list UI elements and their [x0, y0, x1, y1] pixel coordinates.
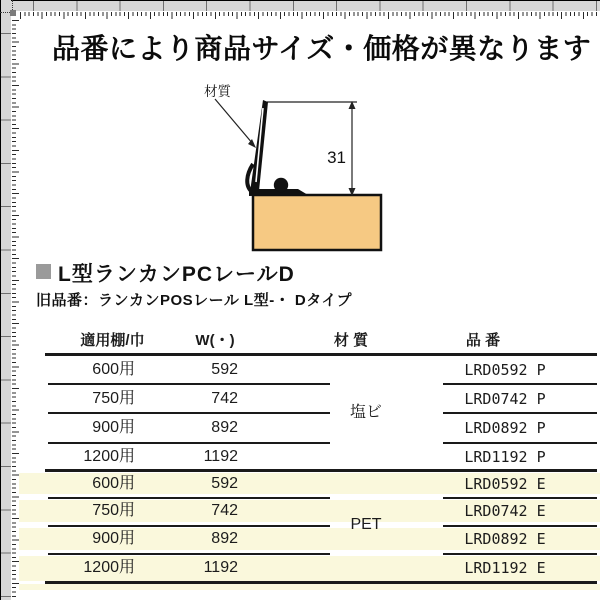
col-header-part: 品 番 [465, 332, 501, 349]
left-ruler [0, 0, 11, 600]
width-cell: 1192 [203, 448, 238, 465]
width-cell: 592 [211, 475, 238, 492]
shelf-cell: 1200用 [83, 448, 135, 465]
part-number-cell: LRD1192 E [464, 559, 546, 577]
shelf-cell: 600用 [92, 361, 135, 378]
top-ruler [0, 0, 600, 11]
part-number-cell: LRD0742 E [464, 502, 546, 520]
width-cell: 742 [211, 502, 238, 519]
shelf-cell: 900用 [92, 419, 135, 436]
material-label: 材質 [204, 84, 231, 99]
height-dimension-value: 31 [327, 148, 346, 167]
rail-cross-section-diagram [150, 78, 395, 258]
width-cell: 892 [211, 530, 238, 547]
part-number-cell: LRD0592 P [464, 361, 546, 379]
shelf-cell: 900用 [92, 530, 135, 547]
row-separator [48, 412, 330, 414]
shelf-cell: 750用 [92, 390, 135, 407]
width-cell: 592 [211, 361, 238, 378]
width-cell: 742 [211, 390, 238, 407]
row-separator [443, 412, 597, 414]
row-separator [48, 383, 330, 385]
table-bottom-rule [45, 581, 597, 584]
shelf-board [253, 195, 381, 250]
highlight-band [19, 584, 600, 590]
width-cell: 1192 [203, 559, 238, 576]
part-number-cell: LRD1192 P [464, 448, 546, 466]
part-number-cell: LRD0892 E [464, 530, 546, 548]
part-number-cell: LRD0742 P [464, 390, 546, 408]
material-cell-enbi: 塩ビ [349, 404, 382, 421]
left-ruler-ticks [12, 20, 19, 598]
section-bullet-square [36, 264, 51, 279]
rail-profile-bead [274, 178, 288, 192]
width-cell: 892 [211, 419, 238, 436]
old-part-number-line: 旧品番：ランカンPOSレール L型-・ Dタイプ [36, 292, 352, 309]
part-number-cell: LRD0892 P [464, 419, 546, 437]
shelf-cell: 750用 [92, 502, 135, 519]
row-separator [443, 383, 597, 385]
col-header-width: W(・) [195, 332, 235, 349]
material-cell-pet: PET [350, 516, 382, 533]
part-number-cell: LRD0592 E [464, 475, 546, 493]
section-heading [36, 258, 295, 288]
ruler-origin-marker [10, 10, 16, 16]
leader-line [215, 99, 253, 144]
shelf-cell: 1200用 [83, 559, 135, 576]
section-title: L型ランカンPCレールD [58, 263, 295, 286]
col-header-shelf: 適用棚/巾 [80, 332, 145, 349]
shelf-cell: 600用 [92, 475, 135, 492]
col-header-material: 材 質 [333, 332, 369, 349]
top-ruler-ticks [20, 12, 598, 19]
page-title: 品番により商品サイズ・価格が異なります [52, 33, 592, 64]
